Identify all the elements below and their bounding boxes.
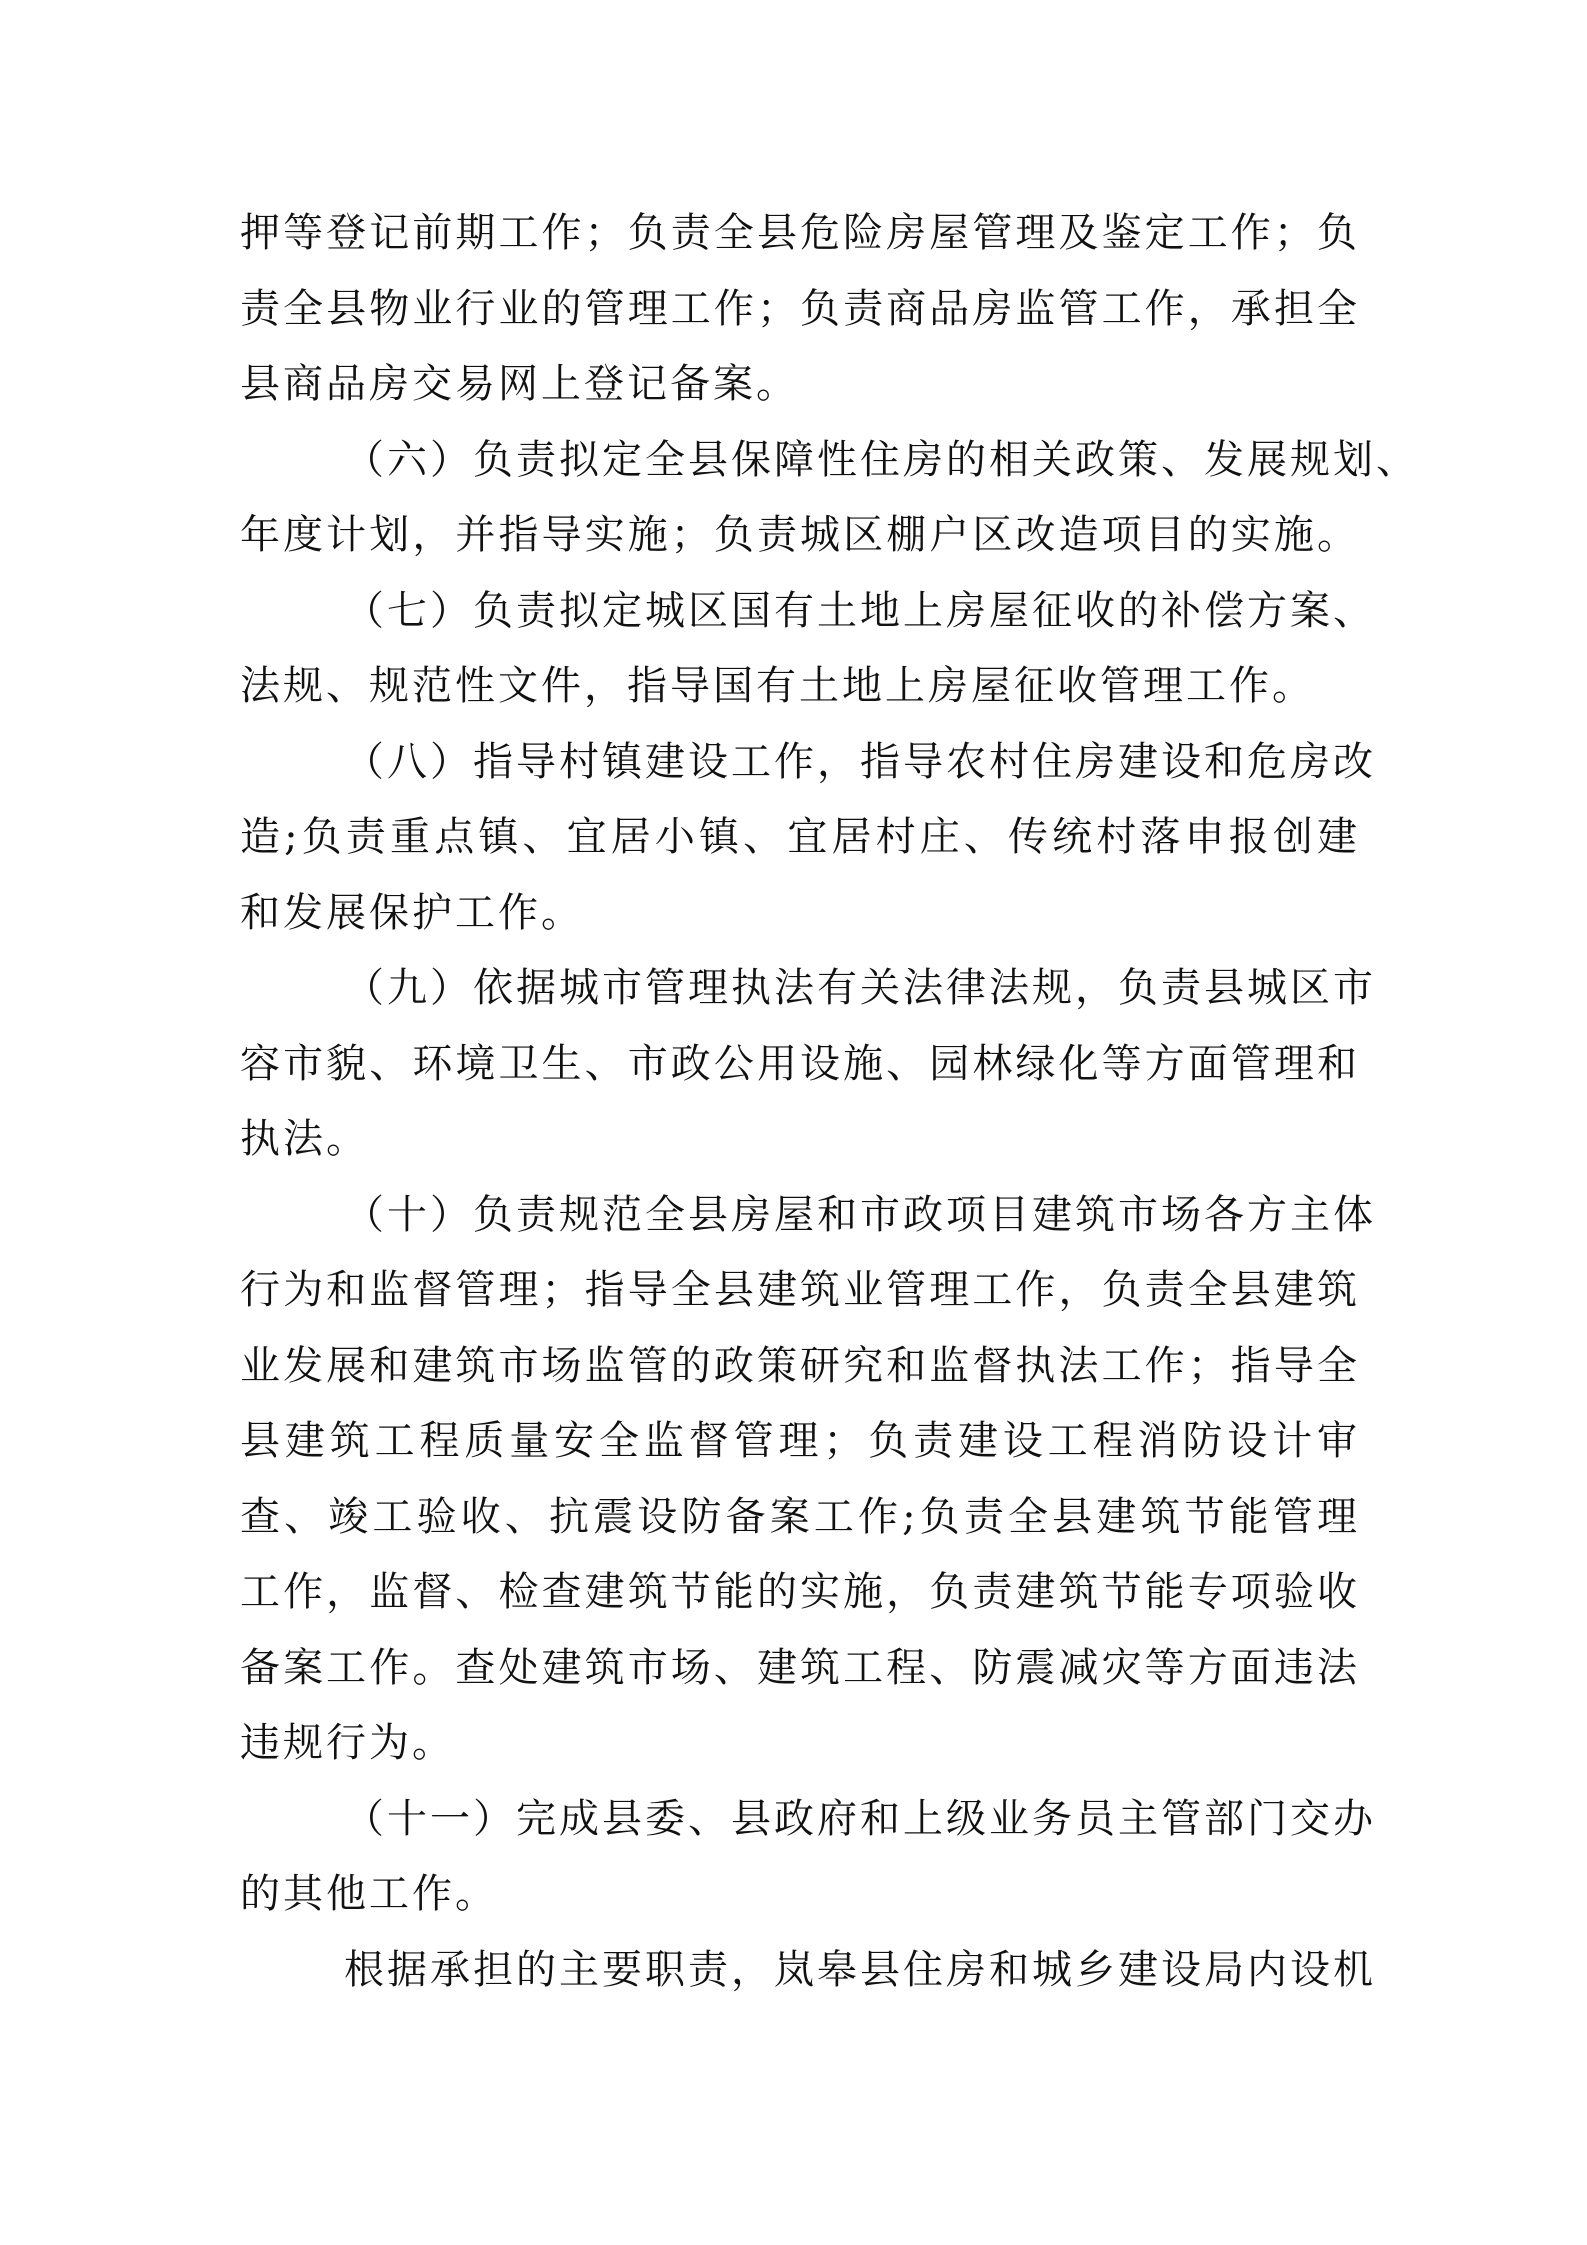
- text-line: （ 八 ） 指 导 村 镇 建 设 工 作 ， 指 导 农 村 住 房 建 设 和 危 房 改: [344, 738, 1376, 785]
- document-body: [240, 196, 1419, 2008]
- text-line: 和发展保护工作。: [240, 889, 584, 936]
- text-line: 工 作 ， 监 督 、 检 查 建 筑 节 能 的 实 施 ， 负 责 建 筑 节 能 专 项 验 收: [240, 1569, 1360, 1615]
- text-line: （ 六 ） 负 责 拟 定 全 县 保 障 性 住 房 的 相 关 政 策 、 发 展 规 划 、: [344, 436, 1419, 483]
- text-line: 容 市 貌 、 环 境 卫 生 、 市 政 公 用 设 施 、 园 林 绿 化 等 方 面 管 理 和: [240, 1040, 1360, 1087]
- text-line: 造 ; 负 责 重 点 镇 、 宜 居 小 镇 、 宜 居 村 庄 、 传 统 村 落 申 报 创 建: [240, 814, 1360, 860]
- text-line: 法规、规范性文件，指导国有土地上房屋征收管理工作。: [240, 663, 1315, 709]
- text-line: （ 九 ） 依 据 城 市 管 理 执 法 有 关 法 律 法 规 ， 负 责 县 城 区 市: [344, 965, 1376, 1011]
- text-line: 根 据 承 担 的 主 要 职 责 ， 岚 皋 县 住 房 和 城 乡 建 设 局 内 设 机: [344, 1946, 1376, 1993]
- text-line: 的其他工作。: [240, 1871, 498, 1917]
- text-line: 执法。: [240, 1116, 369, 1162]
- text-line: 备 案 工 作 。 查 处 建 筑 市 场 、 建 筑 工 程 、 防 震 减 灾 等 方 面 违 法: [240, 1644, 1360, 1691]
- text-line: 业 发 展 和 建 筑 市 场 监 管 的 政 策 研 究 和 监 督 执 法 工 作 ； 指 导 全: [240, 1342, 1360, 1389]
- text-line: 年 度 计 划 ， 并 指 导 实 施 ； 负 责 城 区 棚 户 区 改 造 项 目 的 实 施 。: [240, 512, 1360, 558]
- text-line: 县 建 筑 工 程 质 量 安 全 监 督 管 理 ； 负 责 建 设 工 程 消 防 设 计 审: [240, 1418, 1360, 1464]
- text-line: （ 十 一 ） 完 成 县 委 、 县 政 府 和 上 级 业 务 员 主 管 部 门 交 办: [344, 1795, 1376, 1842]
- text-line: 查 、 竣 工 验 收 、 抗 震 设 防 备 案 工 作 ; 负 责 全 县 建 筑 节 能 管 理: [240, 1493, 1360, 1540]
- text-line: 责 全 县 物 业 行 业 的 管 理 工 作 ； 负 责 商 品 房 监 管 工 作 ， 承 担 全: [240, 285, 1360, 332]
- text-line: 违规行为。: [240, 1720, 455, 1766]
- text-line: （ 十 ） 负 责 规 范 全 县 房 屋 和 市 政 项 目 建 筑 市 场 各 方 主 体: [344, 1191, 1376, 1238]
- text-line: 县商品房交易网上登记备案。: [240, 361, 799, 407]
- text-line: 押 等 登 记 前 期 工 作 ； 负 责 全 县 危 险 房 屋 管 理 及 鉴 定 工 作 ； 负: [240, 210, 1360, 256]
- text-line: （ 七 ） 负 责 拟 定 城 区 国 有 土 地 上 房 屋 征 收 的 补 偿 方 案 、: [344, 587, 1376, 634]
- text-line: 行 为 和 监 督 管 理 ； 指 导 全 县 建 筑 业 管 理 工 作 ， 负 责 全 县 建 筑: [240, 1267, 1360, 1313]
